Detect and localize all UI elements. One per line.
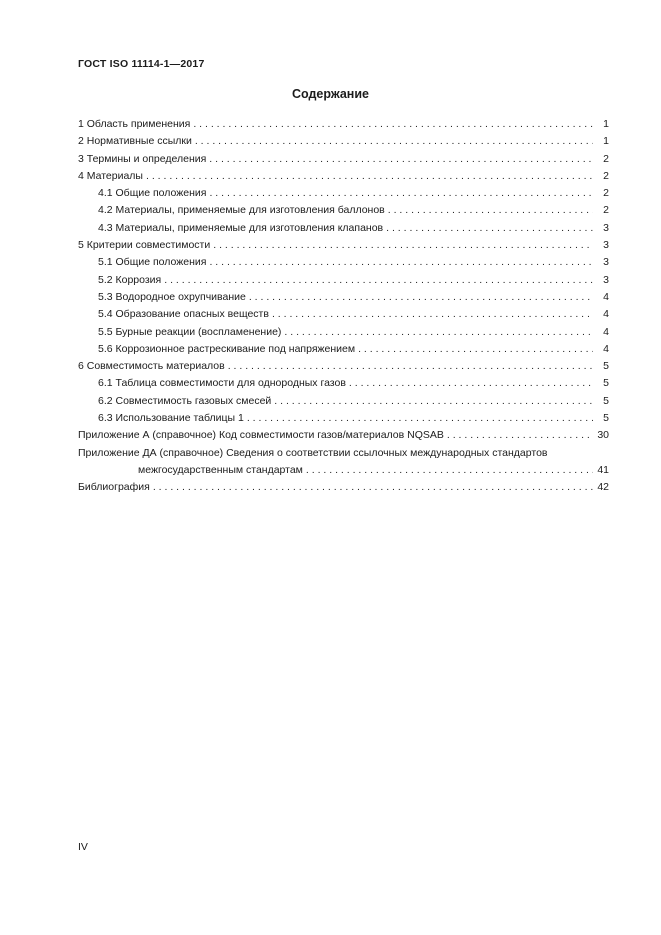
toc-entry-text: 5.1 Общие положения (98, 256, 207, 269)
leader-dots (164, 272, 593, 289)
leader-dots (386, 220, 593, 237)
toc-title: Содержание (291, 87, 369, 101)
toc-entry (78, 375, 609, 392)
toc-entry-page: 3 (603, 239, 609, 252)
toc-entry (78, 462, 609, 479)
leader-dots (228, 358, 593, 375)
toc-entry-text: 5.4 Образование опасных веществ (98, 308, 269, 321)
toc-entry-page: 42 (597, 481, 609, 494)
table-of-contents (78, 116, 609, 497)
toc-entry-text: 6.3 Использование таблицы 1 (98, 412, 244, 425)
toc-entry-text: 4 Материалы (78, 169, 143, 182)
toc-entry-page: 1 (603, 118, 609, 130)
toc-entry (78, 220, 609, 237)
leader-dots (284, 324, 593, 341)
leader-dots (213, 237, 593, 254)
toc-entry (78, 272, 609, 289)
toc-entry (78, 168, 609, 185)
leader-dots (153, 479, 593, 496)
toc-entry-page: 5 (603, 377, 609, 390)
leader-dots (306, 462, 593, 479)
toc-entry-page: 2 (603, 169, 609, 182)
toc-entry (78, 427, 609, 444)
toc-entry-text: 4.3 Материалы, применяемые для изготовления клапанов (98, 221, 384, 234)
toc-entry (78, 445, 609, 462)
leader-dots (193, 116, 593, 133)
toc-entry (78, 151, 609, 168)
toc-entry-page: 3 (603, 273, 609, 286)
toc-entry (78, 341, 609, 358)
leader-dots (349, 375, 593, 392)
toc-entry-text: 5 Критерии совместимости (78, 239, 211, 252)
toc-entry-text: 6.1 Таблица совместимости для однородных газов (98, 377, 346, 390)
leader-dots (447, 427, 593, 444)
toc-entry (78, 306, 609, 323)
toc-entry-page: 2 (603, 187, 609, 200)
toc-entry-text: 5.2 Коррозия (98, 273, 162, 286)
toc-entry (78, 393, 609, 410)
toc-entry-page: 5 (603, 412, 609, 425)
toc-entry-page: 1 (603, 135, 609, 148)
leader-dots (209, 185, 593, 202)
toc-entry-text: 6.2 Совместимость газовых смесей (98, 394, 272, 407)
toc-entry (78, 133, 609, 150)
toc-entry-text: 1 Область применения (78, 118, 191, 130)
document-code: ГОСТ ISO 11114-1—2017 (78, 58, 205, 70)
toc-entry (78, 202, 609, 219)
toc-entry-page: 4 (603, 342, 609, 355)
toc-entry-text: 4.1 Общие положения (98, 187, 207, 200)
toc-entry (78, 254, 609, 271)
toc-entry-text: межгосударственным стандартам (138, 463, 303, 476)
toc-entry-page: 4 (603, 325, 609, 338)
leader-dots (358, 341, 593, 358)
toc-entry-text: Библиография (78, 481, 150, 494)
leader-dots (209, 254, 593, 271)
toc-entry (78, 289, 609, 306)
toc-entry-text: 3 Термины и определения (78, 152, 207, 165)
leader-dots (272, 306, 593, 323)
toc-entry-page: 30 (597, 429, 609, 442)
toc-entry-text: 4.2 Материалы, применяемые для изготовления баллонов (98, 204, 385, 217)
toc-entry-text: Приложение А (справочное) Код совместимости газов/материалов NQSAB (78, 429, 444, 442)
toc-entry-page: 4 (603, 308, 609, 321)
toc-entry-text: 2 Нормативные ссылки (78, 135, 192, 148)
toc-entry-text: Приложение ДА (справочное) Сведения о соответствии ссылочных международных стандартов (78, 446, 548, 459)
toc-entry (78, 324, 609, 341)
leader-dots (249, 289, 593, 306)
toc-entry (78, 410, 609, 427)
leader-dots (146, 168, 593, 185)
toc-entry-text: 6 Совместимость материалов (78, 360, 225, 373)
leader-dots (274, 393, 593, 410)
toc-entry-text: 5.5 Бурные реакции (воспламенение) (98, 325, 282, 338)
leader-dots (195, 133, 593, 150)
leader-dots (388, 202, 593, 219)
toc-entry (78, 479, 609, 496)
toc-entry (78, 237, 609, 254)
toc-entry-page: 3 (603, 256, 609, 269)
toc-entry-page: 2 (603, 152, 609, 165)
leader-dots (209, 151, 593, 168)
toc-entry-page: 2 (603, 204, 609, 217)
toc-entry-page: 41 (597, 463, 609, 476)
toc-entry (78, 116, 609, 133)
toc-entry-page: 5 (603, 394, 609, 407)
toc-entry-page: 4 (603, 290, 609, 303)
toc-entry-page: 5 (603, 360, 609, 373)
toc-entry-text: 5.3 Водородное охрупчивание (98, 290, 246, 303)
toc-entry (78, 358, 609, 375)
toc-entry-text: 5.6 Коррозионное растрескивание под напряжением (98, 342, 356, 355)
toc-entry (78, 185, 609, 202)
leader-dots (247, 410, 593, 427)
page-number: IV (78, 841, 88, 853)
toc-entry-page: 3 (603, 221, 609, 234)
